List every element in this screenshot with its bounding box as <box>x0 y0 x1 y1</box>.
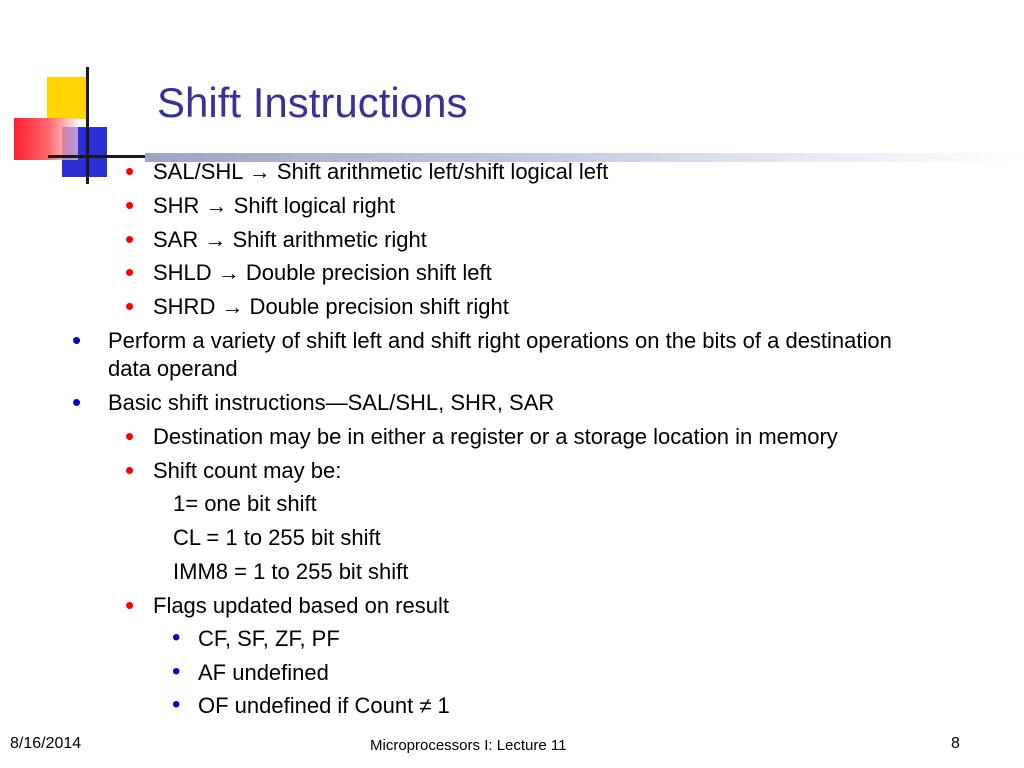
list-item: IMM8 = 1 to 255 bit shift <box>173 559 409 584</box>
list-item: • Perform a variety of shift left and shift right operations on the bits of a destination data operand <box>108 327 928 383</box>
list-item: • SAR → Shift arithmetic right <box>153 226 427 254</box>
logo-red-square <box>14 118 78 160</box>
list-item: • CF, SF, ZF, PF <box>198 625 340 653</box>
list-item: • SHR → Shift logical right <box>153 192 395 220</box>
list-item: 1= one bit shift <box>173 491 317 516</box>
list-item: • SHRD → Double precision shift right <box>153 293 509 321</box>
footer-date: 8/16/2014 <box>10 735 82 752</box>
list-item: • Shift count may be: <box>153 457 341 485</box>
list-item: • Destination may be in either a register or a storage location in memory <box>153 423 838 451</box>
list-item: • Basic shift instructions—SAL/SHL, SHR, SAR <box>108 389 554 417</box>
list-item: • Flags updated based on result <box>153 592 449 620</box>
logo-vertical-line <box>86 67 89 184</box>
list-item: • SAL/SHL → Shift arithmetic left/shift logical left <box>153 158 608 186</box>
list-item: • SHLD → Double precision shift left <box>153 259 492 287</box>
list-item: • AF undefined <box>198 659 329 687</box>
list-item: CL = 1 to 255 bit shift <box>173 525 381 550</box>
slide-title: Shift Instructions <box>157 79 468 126</box>
list-item: • OF undefined if Count ≠ 1 <box>198 692 450 720</box>
footer-course: Microprocessors I: Lecture 11 <box>370 737 567 754</box>
logo-yellow-square <box>47 77 87 119</box>
footer-page-number: 8 <box>951 735 960 752</box>
